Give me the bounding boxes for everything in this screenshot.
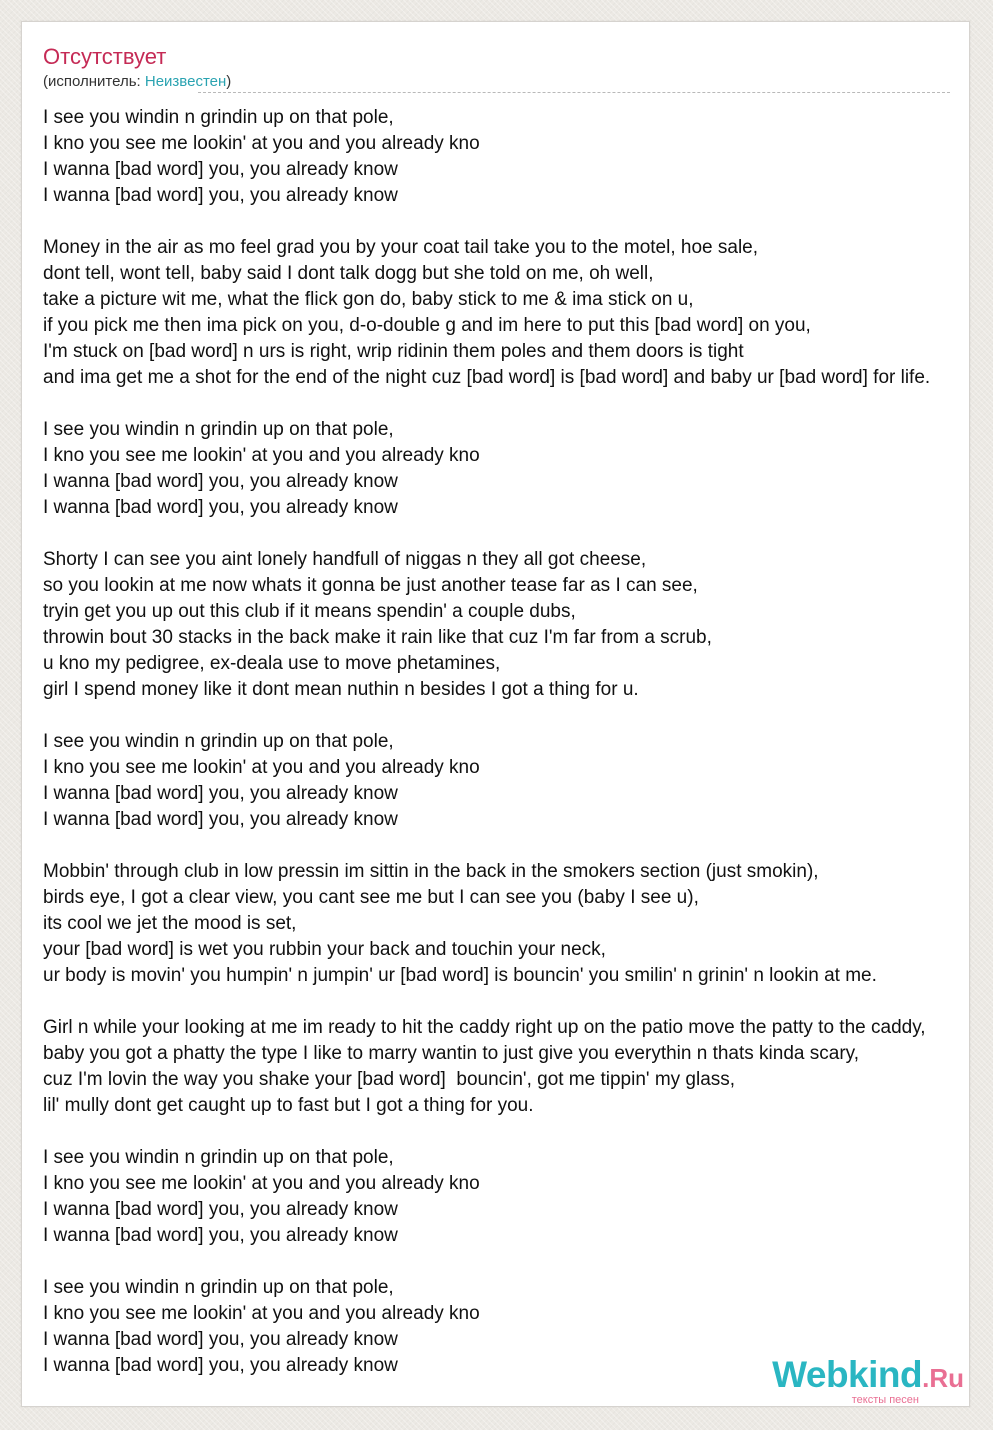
- lyrics-line: I see you windin n grindin up on that pole,: [43, 731, 394, 752]
- lyrics-line: u kno my pedigree, ex-deala use to move phetamines,: [43, 653, 501, 674]
- lyrics-line: I see you windin n grindin up on that pole,: [43, 419, 394, 440]
- lyrics-line: I wanna [bad word] you, you already know: [43, 159, 398, 180]
- lyrics-line: its cool we jet the mood is set,: [43, 913, 297, 934]
- artist-prefix: (исполнитель:: [43, 73, 145, 90]
- lyrics-line: Shorty I can see you aint lonely handfull of niggas n they all got cheese,: [43, 549, 647, 570]
- lyrics-line: I wanna [bad word] you, you already know: [43, 1199, 398, 1220]
- lyrics-line: Money in the air as mo feel grad you by your coat tail take you to the motel, hoe sale,: [43, 237, 759, 258]
- lyrics-line: I wanna [bad word] you, you already know: [43, 497, 398, 518]
- lyrics-line: ur body is movin' you humpin' n jumpin' ur [bad word] is bouncin' you smilin' n grinin' n lookin at me.: [43, 965, 877, 986]
- lyrics-line: I see you windin n grindin up on that pole,: [43, 1277, 394, 1298]
- logo-tagline: тексты песен: [851, 1394, 919, 1406]
- lyrics-line: Girl n while your looking at me im ready to hit the caddy right up on the patio move the patty to the caddy,: [43, 1017, 926, 1038]
- lyrics-line: I wanna [bad word] you, you already know: [43, 1329, 398, 1350]
- lyrics-line: birds eye, I got a clear view, you cant see me but I can see you (baby I see u),: [43, 887, 699, 908]
- lyrics-line: throwin bout 30 stacks in the back make it rain like that cuz I'm far from a scrub,: [43, 627, 712, 648]
- lyrics-line: tryin get you up out this club if it means spendin' a couple dubs,: [43, 601, 576, 622]
- artist-suffix: ): [226, 73, 232, 90]
- lyrics-line: so you lookin at me now whats it gonna be just another tease far as I can see,: [43, 575, 698, 596]
- lyrics-line: I wanna [bad word] you, you already know: [43, 471, 398, 492]
- logo-wordmark: [772, 1354, 964, 1396]
- lyrics-line: I kno you see me lookin' at you and you already kno: [43, 445, 480, 466]
- artist-line: [43, 73, 231, 91]
- lyrics-line: I see you windin n grindin up on that pole,: [43, 107, 394, 128]
- artist-link[interactable]: Неизвестен: [144, 73, 227, 90]
- lyrics-line: baby you got a phatty the type I like to marry wantin to just give you everythin n thats kinda scary,: [43, 1043, 860, 1064]
- lyrics-line: take a picture wit me, what the flick gon do, baby stick to me & ima stick on u,: [43, 289, 694, 310]
- lyrics-line: I kno you see me lookin' at you and you already kno: [43, 1303, 480, 1324]
- site-logo[interactable]: [772, 1354, 964, 1406]
- logo-main-text: Webkind: [772, 1354, 923, 1395]
- lyrics-line: I'm stuck on [bad word] n urs is right, wrip ridinin them poles and them doors is tight: [43, 341, 744, 362]
- lyrics-text: [43, 105, 930, 1379]
- song-title: Отсутствует: [43, 44, 167, 69]
- lyrics-line: and ima get me a shot for the end of the night cuz [bad word] is [bad word] and baby ur [bad word] for life.: [43, 367, 931, 388]
- lyrics-line: I wanna [bad word] you, you already know: [43, 809, 398, 830]
- lyrics-line: dont tell, wont tell, baby said I dont talk dogg but she told on me, oh well,: [43, 263, 654, 284]
- lyrics-line: I wanna [bad word] you, you already know: [43, 185, 398, 206]
- lyrics-line: I wanna [bad word] you, you already know: [43, 783, 398, 804]
- logo-tld-text: .Ru: [922, 1363, 964, 1393]
- lyrics-line: your [bad word] is wet you rubbin your back and touchin your neck,: [43, 939, 606, 960]
- lyrics-line: girl I spend money like it dont mean nuthin n besides I got a thing for u.: [43, 679, 639, 700]
- lyrics-line: I kno you see me lookin' at you and you already kno: [43, 133, 480, 154]
- lyrics-line: cuz I'm lovin the way you shake your [bad word] bouncin', got me tippin' my glass,: [43, 1069, 736, 1090]
- lyrics-line: I wanna [bad word] you, you already know: [43, 1225, 398, 1246]
- lyrics-line: lil' mully dont get caught up to fast but I got a thing for you.: [43, 1095, 534, 1116]
- title-divider: [198, 92, 950, 93]
- lyrics-line: I see you windin n grindin up on that pole,: [43, 1147, 394, 1168]
- lyrics-line: I kno you see me lookin' at you and you already kno: [43, 1173, 480, 1194]
- lyrics-line: I kno you see me lookin' at you and you already kno: [43, 757, 480, 778]
- lyrics-card: [21, 21, 970, 1407]
- lyrics-line: I wanna [bad word] you, you already know: [43, 1355, 398, 1376]
- lyrics-line: if you pick me then ima pick on you, d-o-double g and im here to put this [bad word] on you,: [43, 315, 811, 336]
- lyrics-line: Mobbin' through club in low pressin im sittin in the back in the smokers section (just smokin),: [43, 861, 819, 882]
